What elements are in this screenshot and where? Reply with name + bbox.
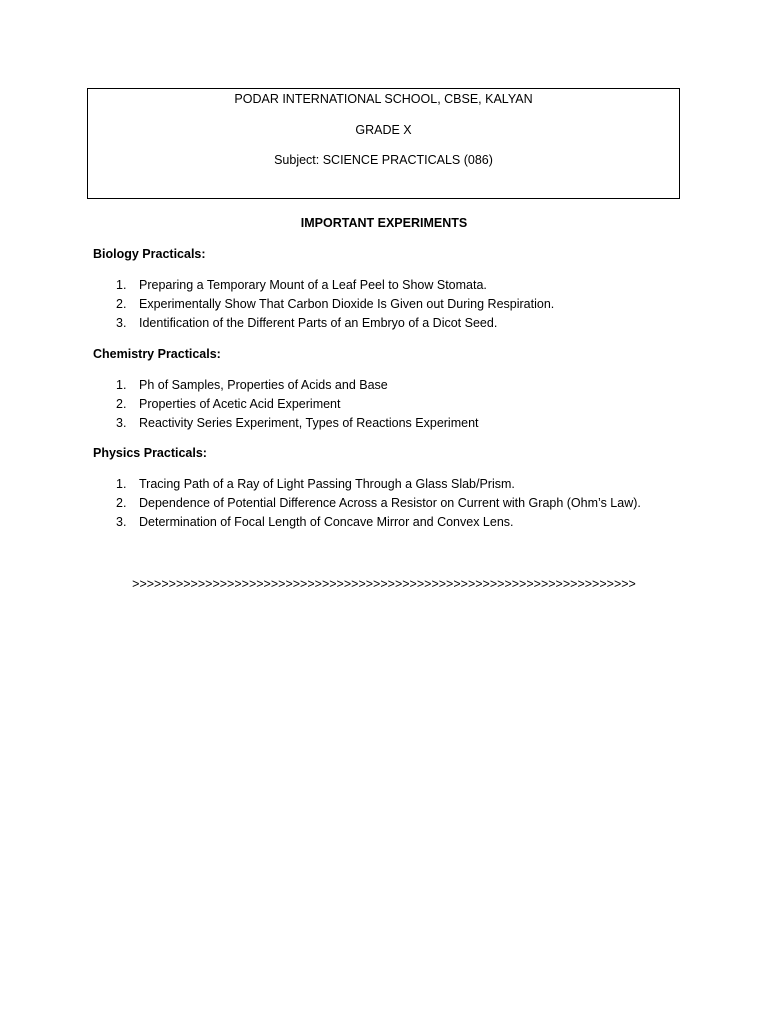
- list-item: [0, 277, 768, 296]
- list-text: Tracing Path of a Ray of Light Passing Through a Glass Slab/Prism.: [139, 477, 515, 491]
- list-text: Ph of Samples, Properties of Acids and Base: [139, 378, 388, 392]
- list-number: 2.: [116, 496, 127, 510]
- chemistry-list: [0, 377, 768, 434]
- list-item: [0, 296, 768, 315]
- school-name: PODAR INTERNATIONAL SCHOOL, CBSE, KALYAN: [234, 92, 533, 106]
- list-text: Dependence of Potential Difference Across a Resistor on Current with Graph (Ohm’s Law).: [139, 496, 641, 510]
- grade-label: GRADE X: [355, 123, 412, 137]
- list-number: 1.: [116, 378, 127, 392]
- header-box: [87, 88, 680, 199]
- physics-heading: Physics Practicals:: [93, 446, 207, 460]
- list-item: [0, 377, 768, 396]
- list-number: 3.: [116, 316, 127, 330]
- list-number: 3.: [116, 515, 127, 529]
- list-text: Identification of the Different Parts of an Embryo of a Dicot Seed.: [139, 316, 498, 330]
- list-item: [0, 415, 768, 434]
- list-item: [0, 476, 768, 495]
- list-item: [0, 396, 768, 415]
- list-number: 1.: [116, 477, 127, 491]
- biology-heading: Biology Practicals:: [93, 247, 206, 261]
- biology-list: [0, 277, 768, 334]
- list-number: 2.: [116, 397, 127, 411]
- list-text: Experimentally Show That Carbon Dioxide Is Given out During Respiration.: [139, 297, 555, 311]
- list-number: 2.: [116, 297, 127, 311]
- list-text: Determination of Focal Length of Concave Mirror and Convex Lens.: [139, 515, 514, 529]
- list-item: [0, 514, 768, 533]
- physics-list: [0, 476, 768, 533]
- list-text: Properties of Acetic Acid Experiment: [139, 397, 341, 411]
- list-number: 1.: [116, 278, 127, 292]
- list-item: [0, 495, 768, 514]
- list-text: Preparing a Temporary Mount of a Leaf Peel to Show Stomata.: [139, 278, 487, 292]
- list-text: Reactivity Series Experiment, Types of Reactions Experiment: [139, 416, 479, 430]
- subject-label: Subject: SCIENCE PRACTICALS (086): [274, 153, 493, 167]
- page-title: IMPORTANT EXPERIMENTS: [300, 216, 468, 230]
- list-item: [0, 315, 768, 334]
- list-number: 3.: [116, 416, 127, 430]
- arrow-divider: >>>>>>>>>>>>>>>>>>>>>>>>>>>>>>>>>>>>>>>>>>>>>>>>>>>>>>>>>>>>>>>>>>>>>: [132, 577, 636, 591]
- chemistry-heading: Chemistry Practicals:: [93, 347, 221, 361]
